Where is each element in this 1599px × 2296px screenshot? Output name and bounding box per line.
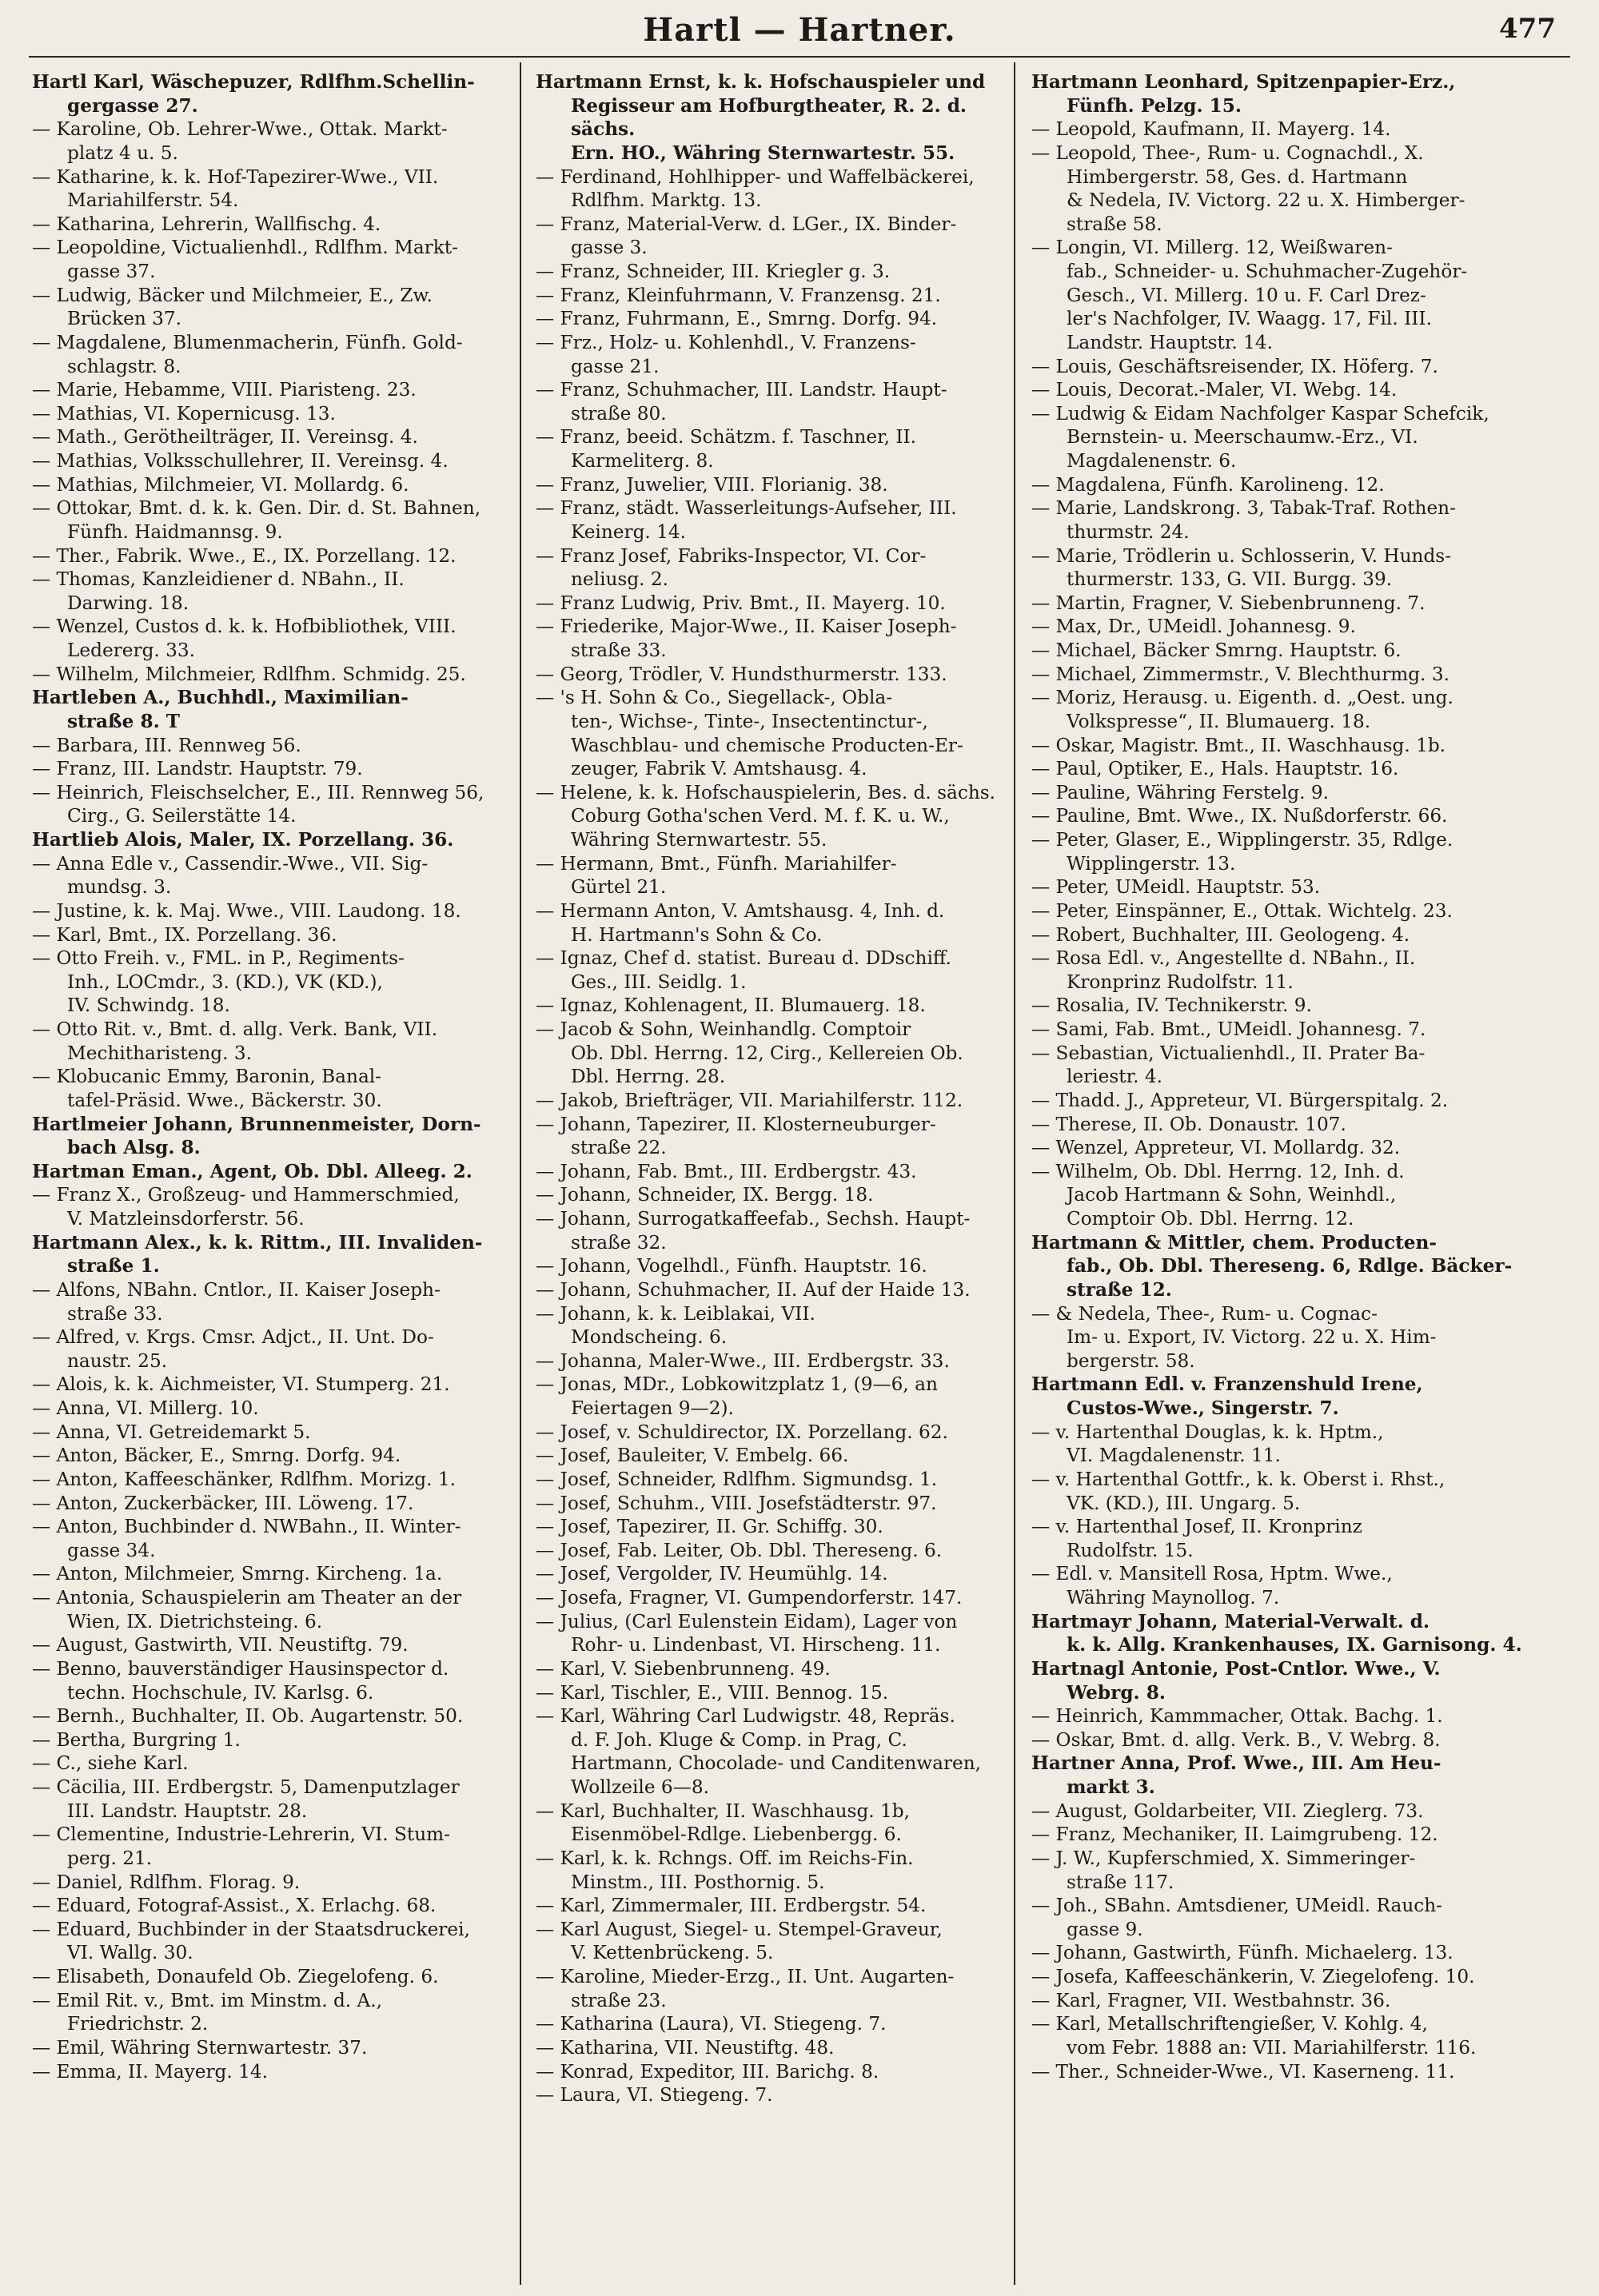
directory-entry: Hartmann Leonhard, Spitzenpapier-Erz., Fünfh. Pelzg. 15. (1031, 71, 1456, 117)
directory-entry: — 's H. Sohn & Co., Siegellack-, Obla- ten-, Wichse-, Tinte-, Insectentinctur-, Waschblau- und chemische Producten-Er- zeuger, Fabrik V. Amtshausg. 4. (536, 687, 963, 780)
directory-entry: — Emma, II. Mayerg. 14. (32, 2060, 269, 2083)
directory-entry: — Jakob, Briefträger, VII. Mariahilferstr. 112. (536, 1089, 963, 1111)
directory-entry: — Sebastian, Victualienhdl., II. Prater Ba- leriestr. 4. (1031, 1042, 1426, 1088)
directory-entry: — Edl. v. Mansitell Rosa, Hptm. Wwe., Währing Maynollog. 7. (1031, 1563, 1393, 1608)
directory-entry: — Karoline, Mieder-Erzg., II. Unt. Augarten- straße 23. (536, 1966, 955, 2011)
directory-entry: — Daniel, Rdlfhm. Florag. 9. (32, 1871, 301, 1893)
directory-entry: Hartmann Edl. v. Franzenshuld Irene, Custos-Wwe., Singerstr. 7. (1031, 1373, 1423, 1419)
directory-entry: — Karl, Zimmermaler, III. Erdbergstr. 54. (536, 1895, 927, 1917)
directory-column-1 (32, 70, 505, 2083)
directory-entry: Hartner Anna, Prof. Wwe., III. Am Heu- markt 3. (1031, 1752, 1441, 1798)
directory-entry: — C., siehe Karl. (32, 1752, 189, 1775)
directory-entry: — Johann, Schuhmacher, II. Auf der Haide 13. (536, 1278, 971, 1301)
directory-entry: — Max, Dr., UMeidl. Johannesg. 9. (1031, 616, 1356, 638)
directory-entry: — Anton, Kaffeeschänker, Rdlfhm. Morizg. 1. (32, 1468, 456, 1490)
directory-entry: — Josef, Tapezirer, II. Gr. Schiffg. 30. (536, 1516, 883, 1538)
directory-entry: — Katharina, VII. Neustiftg. 48. (536, 2036, 835, 2059)
directory-entry: — Justine, k. k. Maj. Wwe., VIII. Laudong. 18. (32, 899, 461, 922)
directory-entry: — Ignaz, Chef d. statist. Bureau d. DDschiff. Ges., III. Seidlg. 1. (536, 947, 951, 993)
directory-entry: — Karl, Tischler, E., VIII. Bennog. 15. (536, 1681, 889, 1704)
directory-entry: — Alfred, v. Krgs. Cmsr. Adjct., II. Unt. Do- naustr. 25. (32, 1326, 434, 1372)
directory-entry: — Katharina, Lehrerin, Wallfischg. 4. (32, 213, 381, 235)
directory-entry: — Karl, k. k. Rchngs. Off. im Reichs-Fin. Minstm., III. Posthornig. 5. (536, 1847, 914, 1893)
directory-entry: — Johann, Tapezirer, II. Klosterneuburger- straße 22. (536, 1113, 936, 1159)
directory-entry: — Marie, Trödlerin u. Schlosserin, V. Hunds- thurmerstr. 133, G. VII. Burgg. 39. (1031, 544, 1452, 591)
directory-entry: — August, Gastwirth, VII. Neustiftg. 79. (32, 1634, 409, 1656)
directory-entry: — Franz, städt. Wasserleitungs-Aufseher, III. Keinerg. 14. (536, 497, 957, 543)
directory-entry: — Friederike, Major-Wwe., II. Kaiser Joseph- straße 33. (536, 616, 957, 661)
directory-entry: — Barbara, III. Rennweg 56. (32, 734, 301, 756)
directory-entry: — Karl August, Siegel- u. Stempel-Graveur, V. Kettenbrückeng. 5. (536, 1918, 943, 1964)
directory-entry: Hartl Karl, Wäschepuzer, Rdlfhm.Schellin- gergasse 27. (32, 71, 475, 117)
directory-entry: — v. Hartenthal Douglas, k. k. Hptm., VI. Magdalenenstr. 11. (1031, 1421, 1384, 1467)
directory-entry: — Josef, Schneider, Rdlfhm. Sigmundsg. 1. (536, 1468, 938, 1490)
directory-entry: — Johann, Vogelhdl., Fünfh. Hauptstr. 16. (536, 1255, 927, 1278)
directory-entry: — Magdalena, Fünfh. Karolineng. 12. (1031, 473, 1385, 496)
directory-entry: — Rosalia, IV. Technikerstr. 9. (1031, 995, 1312, 1017)
directory-entry: — Josef, v. Schuldirector, IX. Porzellang. 62. (536, 1421, 948, 1443)
directory-entry: — Karl, Buchhalter, II. Waschhausg. 1b, Eisenmöbel-Rdlge. Liebenbergg. 6. (536, 1800, 910, 1846)
directory-entry: — Therese, II. Ob. Donaustr. 107. (1031, 1113, 1346, 1135)
directory-entry: — Ther., Fabrik. Wwe., E., IX. Porzellang. 12. (32, 544, 457, 567)
directory-entry: — Johann, k. k. Leiblakai, VII. Mondscheing. 6. (536, 1302, 815, 1349)
directory-entry: — Marie, Hebamme, VIII. Piaristeng. 23. (32, 379, 417, 401)
directory-entry: — Franz, Mechaniker, II. Laimgrubeng. 12. (1031, 1824, 1438, 1846)
directory-entry: Hartmann Ernst, k. k. Hofschauspieler und Regisseur am Hofburgtheater, R. 2. d. sächs. Ern. HO., Währing Sternwartestr. 55. (536, 71, 986, 164)
directory-entry: — Jonas, MDr., Lobkowitzplatz 1, (9—6, an Feiertagen 9—2). (536, 1373, 938, 1419)
directory-entry: — Mathias, VI. Kopernicusg. 13. (32, 402, 336, 425)
directory-entry: — Anna, VI. Millerg. 10. (32, 1397, 259, 1419)
column-divider-2 (1014, 62, 1015, 2285)
directory-entry: — Pauline, Währing Ferstelg. 9. (1031, 781, 1330, 803)
directory-entry: — Jacob & Sohn, Weinhandlg. Comptoir Ob. Dbl. Herrng. 12, Cirg., Kellereien Ob. Dbl. Herrng. 28. (536, 1018, 963, 1088)
directory-entry: — Thadd. J., Appreteur, VI. Bürgerspitalg. 2. (1031, 1089, 1449, 1111)
directory-entry: — Anna, VI. Getreidemarkt 5. (32, 1421, 311, 1443)
directory-entry: — Frz., Holz- u. Kohlenhdl., V. Franzens- gasse 21. (536, 331, 916, 377)
directory-entry: — Mathias, Volksschullehrer, II. Vereinsg. 4. (32, 450, 449, 472)
directory-entry: — Bertha, Burgring 1. (32, 1728, 241, 1751)
directory-column-2 (536, 70, 999, 2107)
directory-entry: — Konrad, Expeditor, III. Barichg. 8. (536, 2060, 879, 2083)
directory-entry: — Leopold, Kaufmann, II. Mayerg. 14. (1031, 118, 1391, 141)
directory-entry: — Emil Rit. v., Bmt. im Minstm. d. A., Friedrichstr. 2. (32, 1989, 383, 2035)
directory-entry: — J. W., Kupferschmied, X. Simmeringer- straße 117. (1031, 1847, 1416, 1893)
directory-entry: — Josef, Fab. Leiter, Ob. Dbl. Thereseng. 6. (536, 1539, 943, 1561)
directory-entry: — Oskar, Magistr. Bmt., II. Waschhausg. 1b. (1031, 734, 1446, 756)
directory-entry: — Anton, Buchbinder d. NWBahn., II. Winter- gasse 34. (32, 1516, 461, 1561)
directory-entry: — Heinrich, Kammmacher, Ottak. Bachg. 1. (1031, 1705, 1443, 1728)
header-rule (29, 56, 1570, 58)
directory-entry: — Franz, Schneider, III. Kriegler g. 3. (536, 261, 891, 282)
directory-entry: — Josef, Vergolder, IV. Heumühlg. 14. (536, 1563, 888, 1585)
directory-entry: — Johann, Schneider, IX. Bergg. 18. (536, 1184, 874, 1206)
directory-entry: — Alois, k. k. Aichmeister, VI. Stumperg. 21. (32, 1373, 450, 1396)
directory-entry: — Johann, Surrogatkaffeefab., Sechsh. Haupt- straße 32. (536, 1208, 971, 1254)
directory-entry: — Peter, Glaser, E., Wipplingerstr. 35, Rdlge. Wipplingerstr. 13. (1031, 829, 1453, 875)
directory-entry: Hartmann Alex., k. k. Rittm., III. Invaliden- straße 1. (32, 1231, 483, 1278)
directory-entry: — Josefa, Kaffeeschänkerin, V. Ziegelofeng. 10. (1031, 1966, 1475, 1987)
directory-entry: — Peter, UMeidl. Hauptstr. 53. (1031, 876, 1321, 899)
directory-entry: — Franz, Material-Verw. d. LGer., IX. Binder- gasse 3. (536, 213, 957, 259)
directory-entry: Hartmann & Mittler, chem. Producten- fab., Ob. Dbl. Thereseng. 6, Rdlge. Bäcker- straße 12. (1031, 1231, 1513, 1301)
directory-entry: — Louis, Geschäftsreisender, IX. Höferg. 7. (1031, 355, 1438, 377)
directory-entry: — Karl, V. Siebenbrunneng. 49. (536, 1657, 831, 1680)
directory-entry: — Elisabeth, Donaufeld Ob. Ziegelofeng. 6. (32, 1966, 439, 1987)
directory-entry: — Franz Ludwig, Priv. Bmt., II. Mayerg. 10. (536, 592, 946, 614)
directory-entry: — Otto Freih. v., FML. in P., Regiments- Inh., LOCmdr., 3. (KD.), VK (KD.), IV. Schwindg. 18. (32, 947, 405, 1017)
directory-entry: — Paul, Optiker, E., Hals. Hauptstr. 16. (1031, 758, 1399, 780)
directory-entry: Hartlmeier Johann, Brunnenmeister, Dorn- bach Alsg. 8. (32, 1113, 481, 1159)
directory-entry: — Franz, Juwelier, VIII. Florianig. 38. (536, 473, 888, 496)
directory-entry: — Louis, Decorat.-Maler, VI. Webg. 14. (1031, 379, 1398, 401)
directory-column-3 (1031, 70, 1569, 2083)
directory-entry: — Leopold, Thee-, Rum- u. Cognachdl., X. Himbergerstr. 58, Ges. d. Hartmann & Nedela, IV. Victorg. 22 u. X. Himberger- straße 58. (1031, 142, 1465, 235)
directory-entry: — Anna Edle v., Cassendir.-Wwe., VII. Sig- mundsg. 3. (32, 852, 429, 899)
directory-entry: — Karl, Bmt., IX. Porzellang. 36. (32, 923, 337, 946)
page-number: 477 (1499, 13, 1556, 45)
directory-entry: — Karl, Fragner, VII. Westbahnstr. 36. (1031, 1989, 1391, 2011)
directory-entry: — Marie, Landskrong. 3, Tabak-Traf. Rothen- thurmstr. 24. (1031, 497, 1456, 543)
directory-entry: Hartleben A., Buchhdl., Maximilian- straße 8. T (32, 687, 409, 732)
directory-entry: — Otto Rit. v., Bmt. d. allg. Verk. Bank, VII. Mechitharisteng. 3. (32, 1018, 438, 1064)
directory-entry: — Ther., Schneider-Wwe., VI. Kaserneng. 11. (1031, 2060, 1455, 2083)
directory-entry: Hartnagl Antonie, Post-Cntlor. Wwe., V. Webrg. 8. (1031, 1657, 1441, 1704)
directory-entry: — Thomas, Kanzleidiener d. NBahn., II. Darwing. 18. (32, 568, 405, 614)
directory-entry: — Heinrich, Fleischselcher, E., III. Rennweg 56, Cirg., G. Seilerstätte 14. (32, 781, 484, 827)
directory-entry: — Georg, Trödler, V. Hundsthurmerstr. 133. (536, 663, 947, 685)
directory-entry: — Franz, III. Landstr. Hauptstr. 79. (32, 758, 363, 780)
directory-entry: — Josef, Schuhm., VIII. Josefstädterstr. 97. (536, 1492, 937, 1514)
directory-entry: — Leopoldine, Victualienhdl., Rdlfhm. Markt- gasse 37. (32, 237, 458, 282)
directory-entry: — Pauline, Bmt. Wwe., IX. Nußdorferstr. 66. (1031, 805, 1448, 827)
directory-entry: — v. Hartenthal Josef, II. Kronprinz Rudolfstr. 15. (1031, 1516, 1362, 1561)
directory-entry: — Ignaz, Kohlenagent, II. Blumauerg. 18. (536, 995, 926, 1017)
directory-entry: — Anton, Bäcker, E., Smrng. Dorfg. 94. (32, 1445, 401, 1467)
directory-entry: — Rosa Edl. v., Angestellte d. NBahn., II. Kronprinz Rudolfstr. 11. (1031, 947, 1416, 993)
directory-entry: — Longin, VI. Millerg. 12, Weißwaren- fab., Schneider- u. Schuhmacher-Zugehör- Gesch., VI. Millerg. 10 u. F. Carl Drez- ler's Nachfolger, IV. Waagg. 17, Fil. III. Landstr. Hauptstr. 14. (1031, 237, 1468, 353)
directory-entry: — Robert, Buchhalter, III. Geologeng. 4. (1031, 923, 1410, 946)
directory-entry: — v. Hartenthal Gottfr., k. k. Oberst i. Rhst., VK. (KD.), III. Ungarg. 5. (1031, 1468, 1445, 1514)
directory-entry: — Ludwig & Eidam Nachfolger Kaspar Schefcik, Bernstein- u. Meerschaumw.-Erz., VI. Magdalenenstr. 6. (1031, 402, 1489, 472)
directory-entry: — Bernh., Buchhalter, II. Ob. Augartenstr. 50. (32, 1705, 464, 1728)
directory-entry: — Magdalene, Blumenmacherin, Fünfh. Gold- schlagstr. 8. (32, 331, 463, 377)
directory-entry: — Franz, Fuhrmann, E., Smrng. Dorfg. 94. (536, 308, 938, 330)
directory-entry: — Eduard, Fotograf-Assist., X. Erlachg. 68. (32, 1895, 437, 1917)
directory-entry: — Emil, Währing Sternwartestr. 37. (32, 2036, 368, 2059)
directory-entry: — Anton, Milchmeier, Smrng. Kircheng. 1a. (32, 1563, 443, 1585)
directory-entry: — Michael, Zimmermstr., V. Blechthurmg. 3. (1031, 663, 1449, 685)
directory-entry: — Moriz, Herausg. u. Eigenth. d. „Oest. ung. Volkspresse“, II. Blumauerg. 18. (1031, 687, 1453, 732)
directory-entry: — Cäcilia, III. Erdbergstr. 5, Damenputzlager III. Landstr. Hauptstr. 28. (32, 1776, 460, 1822)
directory-entry: — Peter, Einspänner, E., Ottak. Wichtelg. 23. (1031, 899, 1453, 922)
directory-entry: — Franz X., Großzeug- und Hammerschmied, V. Matzleinsdorferstr. 56. (32, 1184, 460, 1230)
directory-entry: — Ferdinand, Hohlhipper- und Waffelbäckerei, Rdlfhm. Marktg. 13. (536, 165, 975, 212)
directory-entry: — Karoline, Ob. Lehrer-Wwe., Ottak. Markt- platz 4 u. 5. (32, 118, 448, 164)
directory-entry: — Josef, Bauleiter, V. Embelg. 66. (536, 1445, 849, 1467)
column-divider-1 (520, 62, 521, 2285)
directory-entry: — Johann, Gastwirth, Fünfh. Michaelerg. 13. (1031, 1942, 1453, 1964)
directory-entry: — Wilhelm, Milchmeier, Rdlfhm. Schmidg. 25. (32, 663, 466, 685)
directory-entry: — Sami, Fab. Bmt., UMeidl. Johannesg. 7. (1031, 1018, 1426, 1040)
directory-entry: — Johann, Fab. Bmt., III. Erdbergstr. 43. (536, 1160, 917, 1182)
directory-entry: — Hermann Anton, V. Amtshausg. 4, Inh. d. H. Hartmann's Sohn & Co. (536, 899, 945, 946)
directory-entry: — Hermann, Bmt., Fünfh. Mariahilfer- Gürtel 21. (536, 852, 897, 899)
directory-entry: — Katharine, k. k. Hof-Tapezirer-Wwe., VII. Mariahilferstr. 54. (32, 165, 439, 212)
directory-entry: — Ottokar, Bmt. d. k. k. Gen. Dir. d. St. Bahnen, Fünfh. Haidmannsg. 9. (32, 497, 481, 543)
directory-entry: — Julius, (Carl Eulenstein Eidam), Lager von Rohr- u. Lindenbast, VI. Hirscheng. 11. (536, 1610, 958, 1656)
directory-entry: Hartman Eman., Agent, Ob. Dbl. Alleeg. 2. (32, 1160, 473, 1182)
directory-entry: — Helene, k. k. Hofschauspielerin, Bes. d. sächs. Coburg Gotha'schen Verd. M. f. K. u. W., Währing Sternwartestr. 55. (536, 781, 996, 851)
directory-entry: — Benno, bauverständiger Hausinspector d. techn. Hochschule, IV. Karlsg. 6. (32, 1657, 449, 1704)
directory-entry: — & Nedela, Thee-, Rum- u. Cognac- Im- u. Export, IV. Victorg. 22 u. X. Him- bergerstr. 58. (1031, 1302, 1437, 1372)
directory-entry: — Alfons, NBahn. Cntlor., II. Kaiser Joseph- straße 33. (32, 1278, 441, 1325)
directory-entry: Hartlieb Alois, Maler, IX. Porzellang. 36. (32, 829, 454, 851)
page-header-title: Hartl — Hartner. (643, 11, 956, 49)
directory-entry: — Karl, Metallschriftengießer, V. Kohlg. 4, vom Febr. 1888 an: VII. Mariahilferstr. 116. (1031, 2013, 1477, 2059)
directory-entry: — Josefa, Fragner, VI. Gumpendorferstr. 147. (536, 1587, 963, 1608)
directory-entry: — Katharina (Laura), VI. Stiegeng. 7. (536, 2013, 887, 2035)
directory-entry: — Franz, Kleinfuhrmann, V. Franzensg. 21. (536, 284, 941, 306)
directory-entry: — Joh., SBahn. Amtsdiener, UMeidl. Rauch- gasse 9. (1031, 1895, 1443, 1940)
directory-entry: — Wenzel, Appreteur, VI. Mollardg. 32. (1031, 1137, 1401, 1159)
directory-entry: — Wilhelm, Ob. Dbl. Herrng. 12, Inh. d. Jacob Hartmann & Sohn, Weinhdl., Comptoir Ob. Dbl. Herrng. 12. (1031, 1160, 1405, 1230)
directory-entry: — Franz Josef, Fabriks-Inspector, VI. Cor- neliusg. 2. (536, 544, 927, 591)
directory-entry: — Karl, Währing Carl Ludwigstr. 48, Repräs. d. F. Joh. Kluge & Comp. in Prag, C. Hartmann, Chocolade- und Canditenwaren, Wollzeile 6—8. (536, 1705, 982, 1798)
directory-entry: — Franz, Schuhmacher, III. Landstr. Haupt- straße 80. (536, 379, 947, 425)
directory-entry: — Mathias, Milchmeier, VI. Mollardg. 6. (32, 473, 409, 496)
directory-entry: — Math., Gerötheilträger, II. Vereinsg. 4. (32, 426, 418, 448)
directory-entry: — Clementine, Industrie-Lehrerin, VI. Stum- perg. 21. (32, 1824, 450, 1869)
directory-entry: — Johanna, Maler-Wwe., III. Erdbergstr. 33. (536, 1349, 950, 1372)
directory-entry: — Michael, Bäcker Smrng. Hauptstr. 6. (1031, 640, 1402, 661)
directory-entry: — Franz, beeid. Schätzm. f. Taschner, II. Karmeliterg. 8. (536, 426, 917, 472)
directory-entry: — August, Goldarbeiter, VII. Zieglerg. 73. (1031, 1800, 1424, 1822)
directory-entry: — Eduard, Buchbinder in der Staatsdruckerei, VI. Wallg. 30. (32, 1918, 470, 1964)
directory-entry: — Anton, Zuckerbäcker, III. Löweng. 17. (32, 1492, 414, 1514)
directory-entry: — Oskar, Bmt. d. allg. Verk. B., V. Webrg. 8. (1031, 1728, 1441, 1751)
directory-entry: — Laura, VI. Stiegeng. 7. (536, 2084, 773, 2107)
directory-entry: — Ludwig, Bäcker und Milchmeier, E., Zw. Brücken 37. (32, 284, 433, 330)
directory-entry: — Antonia, Schauspielerin am Theater an der Wien, IX. Dietrichsteing. 6. (32, 1587, 462, 1632)
directory-entry: — Wenzel, Custos d. k. k. Hofbibliothek, VIII. Ledererg. 33. (32, 616, 457, 661)
directory-entry: — Martin, Fragner, V. Siebenbrunneng. 7. (1031, 592, 1426, 614)
directory-entry: — Klobucanic Emmy, Baronin, Banal- tafel-Präsid. Wwe., Bäckerstr. 30. (32, 1066, 382, 1111)
directory-entry: Hartmayr Johann, Material-Verwalt. d. k. k. Allg. Krankenhauses, IX. Garnisong. 4. (1031, 1610, 1522, 1656)
